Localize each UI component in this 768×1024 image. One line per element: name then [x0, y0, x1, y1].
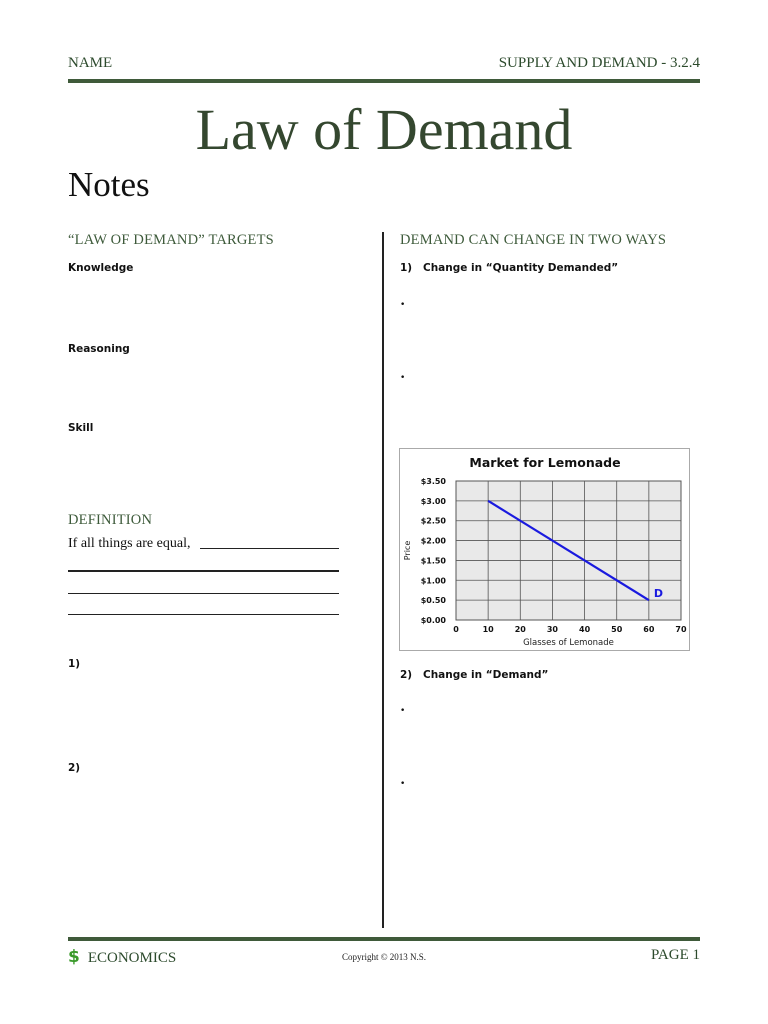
demand-change-heading: DEMAND CAN CHANGE IN TWO WAYS [400, 232, 667, 248]
dollar-icon: $ [68, 947, 80, 967]
definition-blank-line [200, 548, 339, 549]
y-tick-label: $1.00 [420, 576, 446, 586]
change-2-label: Change in “Demand” [423, 669, 549, 681]
x-tick-label: 60 [643, 625, 655, 634]
y-tick-label: $1.50 [420, 556, 446, 566]
header-rule [68, 79, 700, 83]
page-subtitle: Notes [68, 165, 150, 204]
column-divider [382, 232, 384, 928]
x-tick-label: 20 [514, 625, 526, 634]
item-2-label: 2) [68, 762, 81, 774]
page-title: Law of Demand [195, 97, 573, 162]
definition-text: If all things are equal, [68, 536, 191, 551]
y-tick-label: $3.00 [420, 496, 446, 506]
x-tick-label: 0 [453, 625, 459, 634]
copyright-text: Copyright © 2013 N.S. [341, 952, 427, 962]
definition-blank-line [68, 614, 339, 615]
item-1-label: 1) [68, 658, 81, 670]
y-tick-label: $3.50 [420, 477, 446, 486]
y-axis-label: Price [403, 540, 412, 561]
definition-blank-line [68, 593, 339, 594]
bullet-point: • [400, 300, 406, 310]
x-tick-label: 40 [579, 625, 591, 634]
definition-blank-line [68, 570, 339, 572]
x-tick-label: 10 [482, 625, 494, 634]
x-tick-label: 30 [546, 625, 558, 634]
page-number: PAGE 1 [650, 947, 700, 963]
change-1-label: Change in “Quantity Demanded” [423, 262, 619, 274]
bullet-point: • [400, 373, 406, 383]
knowledge-label: Knowledge [68, 262, 134, 274]
change-2-number: 2) [400, 669, 413, 681]
y-tick-label: $0.00 [420, 616, 446, 625]
subject-label: ECONOMICS [87, 950, 177, 966]
x-axis-label: Glasses of Lemonade [523, 638, 614, 648]
y-tick-label: $2.50 [420, 516, 446, 526]
chart-svg [400, 449, 689, 650]
unit-label: SUPPLY AND DEMAND - 3.2.4 [498, 55, 700, 71]
bullet-point: • [400, 779, 406, 789]
x-tick-label: 70 [675, 625, 687, 634]
y-tick-label: $2.00 [420, 536, 446, 546]
footer-rule [68, 937, 700, 941]
change-1-number: 1) [400, 262, 413, 274]
name-label: NAME [68, 55, 113, 71]
definition-heading: DEFINITION [68, 512, 153, 528]
x-tick-label: 50 [611, 625, 623, 634]
lemonade-chart [399, 448, 690, 651]
skill-label: Skill [68, 422, 94, 434]
bullet-point: • [400, 706, 406, 716]
reasoning-label: Reasoning [68, 343, 130, 355]
targets-heading: “LAW OF DEMAND” TARGETS [68, 232, 274, 248]
y-tick-label: $0.50 [420, 596, 446, 606]
demand-curve-label: D [653, 587, 663, 601]
chart-title: Market for Lemonade [469, 455, 621, 470]
